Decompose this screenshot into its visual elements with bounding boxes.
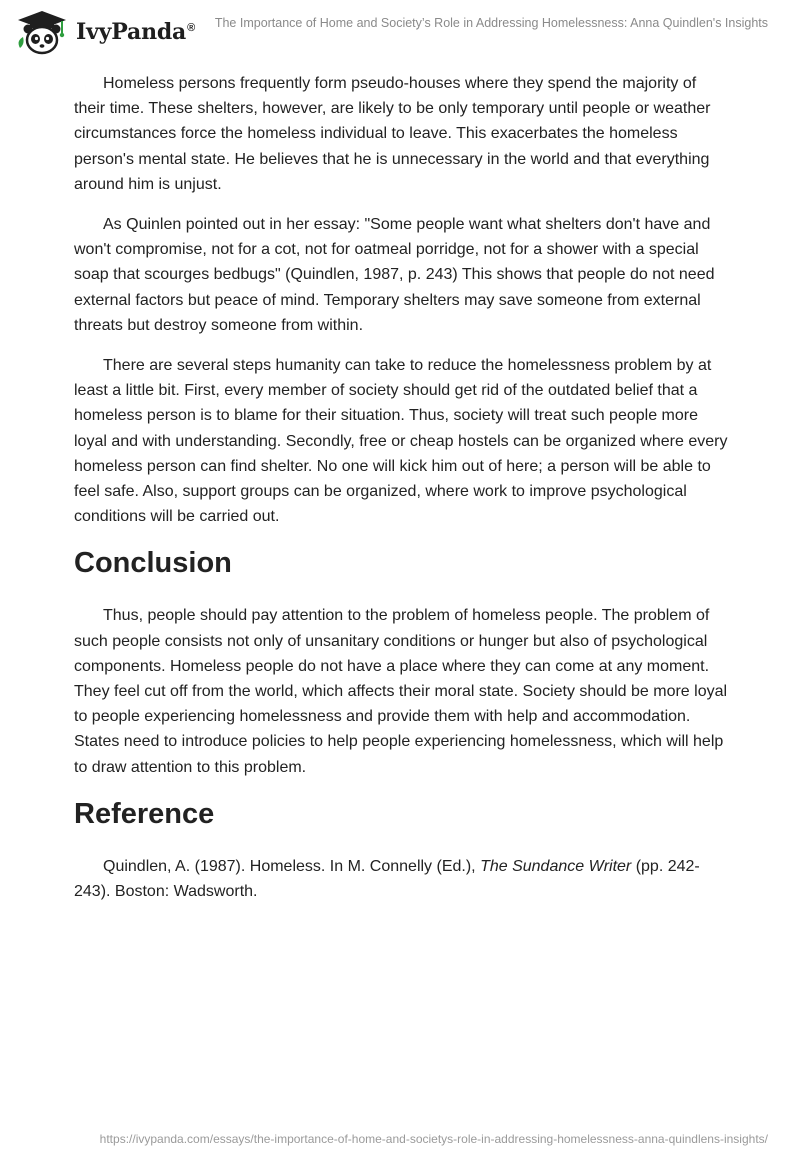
source-url[interactable]: https://ivypanda.com/essays/the-importance-of-home-and-societys-role-in-addressing-homelessness-anna-quindlens-insights/: [99, 1132, 768, 1146]
body-paragraph-3: There are several steps humanity can take to reduce the homelessness problem by at least a little bit. First, every member of society should get rid of the outdated belief that a homeless person is to blame for their situation. Thus, society will treat such people more loyal and with understanding. Secondly, free or cheap hostels can be organized where every homeless person can find shelter. No one will kick him out of here; a person will be able to feel safe. Also, support groups can be organized, where work to improve psychological conditions will be carried out.: [74, 357, 728, 526]
reference-entry-start: Quindlen, A. (1987). Homeless. In M. Connelly (Ed.),: [103, 857, 481, 875]
body-paragraph-1: Homeless persons frequently form pseudo-houses where they spend the majority of their time. These shelters, however, are likely to be only temporary until people or weather circumstances force the homeless individual to leave. This exacerbates the homeless person's mental state. He believes that he is unnecessary in the world and that everything around him is unjust.: [74, 75, 711, 193]
body-paragraph-2: As Quinlen pointed out in her essay: "Some people want what shelters don't have and won't compromise, not for a cot, not for oatmeal porridge, not for a shower with a special soap that scourges bedbugs" (Quindlen, 1987, p. 243) This shows that people do not need external factors but peace of mind. Temporary shelters may save someone from external threats but destroy someone from within.: [74, 216, 715, 334]
logo-wordmark: IvyPanda®: [76, 19, 196, 45]
reference-book-title: The Sundance Writer: [480, 857, 632, 875]
essay-content: [74, 71, 730, 904]
document-title: The Importance of Home and Society’s Role in Addressing Homelessness: Anna Quindlen's Insights: [214, 16, 768, 30]
conclusion-heading: Conclusion: [74, 547, 232, 580]
registered-mark: ®: [187, 21, 196, 34]
reference-entry-end: (pp. 242-243). Boston: Wadsworth.: [74, 857, 700, 901]
page-header: [0, 0, 800, 60]
conclusion-paragraph: Thus, people should pay attention to the problem of homeless people. The problem of such people consists not only of unsanitary conditions or hunger but also of psychological components. Homeless people do not have a place where they can come at any moment. They feel cut off from the world, which affects their moral state. Society should be more loyal to people experiencing homelessness and provide them with help and accommodation. States need to introduce policies to help people experiencing homelessness, which will help to draw attention to this problem.: [74, 607, 728, 776]
reference-entry: [74, 854, 730, 904]
panda-graduate-icon: [14, 8, 70, 56]
reference-heading: Reference: [74, 797, 215, 830]
ivypanda-logo[interactable]: [14, 8, 195, 56]
